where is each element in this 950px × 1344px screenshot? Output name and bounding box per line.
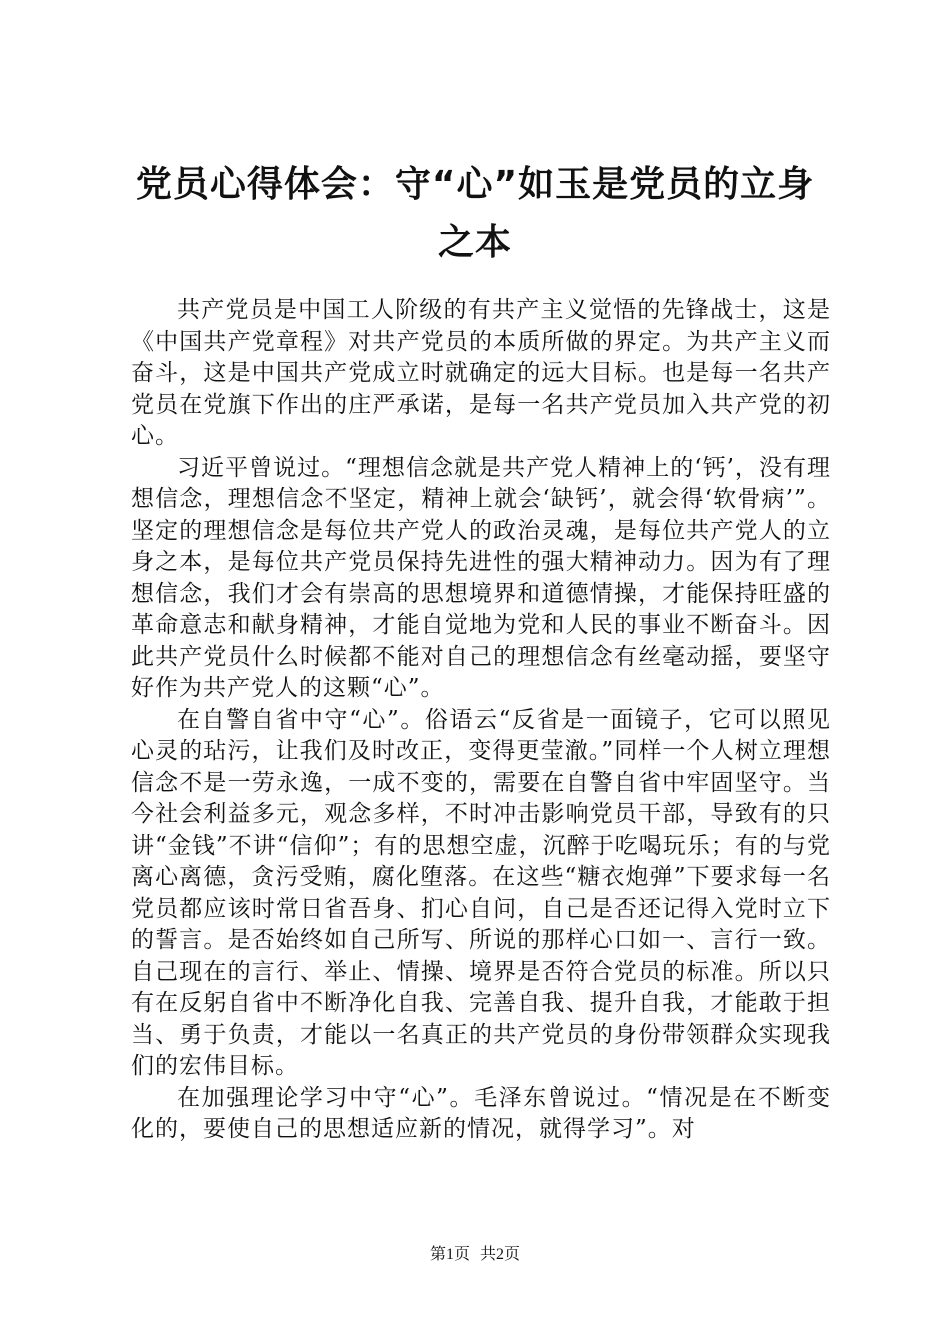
paragraph: 在加强理论学习中守“心”。毛泽东曾说过。“情况是在不断变化的，要使自己的思想适应新的情况，就得学习”。对: [131, 1084, 831, 1142]
paragraph: 在自警自省中守“心”。俗语云“反省是一面镜子，它可以照见心灵的玷污，让我们及时改正，变得更莹澈。”同样一个人树立理想信念不是一劳永逸，一成不变的，需要在自警自省中牢固坚守。当今社会利益多元，观念多样，不时冲击影响党员干部，导致有的只讲“金钱”不讲“信仰”；有的思想空虚，沉醉于吃喝玩乐；有的与党离心离德，贪污受贿，腐化堕落。在这些“糖衣炮弹”下要求每一名党员都应该时常日省吾身、扪心自问，自己是否还记得入党时立下的誓言。是否始终如自己所写、所说的那样心口如一、言行一致。自己现在的言行、举止、情操、境界是否符合党员的标准。所以只有在反躬自省中不断净化自我、完善自我、提升自我，才能敢于担当、勇于负责，才能以一名真正的共产党员的身份带领群众实现我们的宏伟目标。: [131, 706, 831, 1079]
page-total: 共2页: [480, 1246, 521, 1263]
document-title: 党员心得体会：守“心”如玉是党员的立身之本: [135, 164, 815, 263]
paragraph: 习近平曾说过。“理想信念就是共产党人精神上的‘钙’，没有理想信念，理想信念不坚定，精神上就会‘缺钙’，就会得‘软骨病’”。坚定的理想信念是每位共产党人的政治灵魂，是每位共产党人的立身之本，是每位共产党员保持先进性的强大精神动力。因为有了理想信念，我们才会有崇高的思想境界和道德情操，才能保持旺盛的革命意志和献身精神，才能自觉地为党和人民的事业不断奋斗。因此共产党员什么时候都不能对自己的理想信念有丝毫动摇，要坚守好作为共产党人的这颗“心”。: [131, 454, 831, 701]
paragraph: 共产党员是中国工人阶级的有共产主义觉悟的先锋战士，这是《中国共产党章程》对共产党员的本质所做的界定。为共产主义而奋斗，这是中国共产党成立时就确定的远大目标。也是每一名共产党员在党旗下作出的庄严承诺，是每一名共产党员加入共产党的初心。: [131, 297, 831, 449]
document-body: [131, 295, 831, 1146]
page-number: 第1页: [429, 1246, 470, 1263]
page-footer: [0, 1244, 950, 1266]
